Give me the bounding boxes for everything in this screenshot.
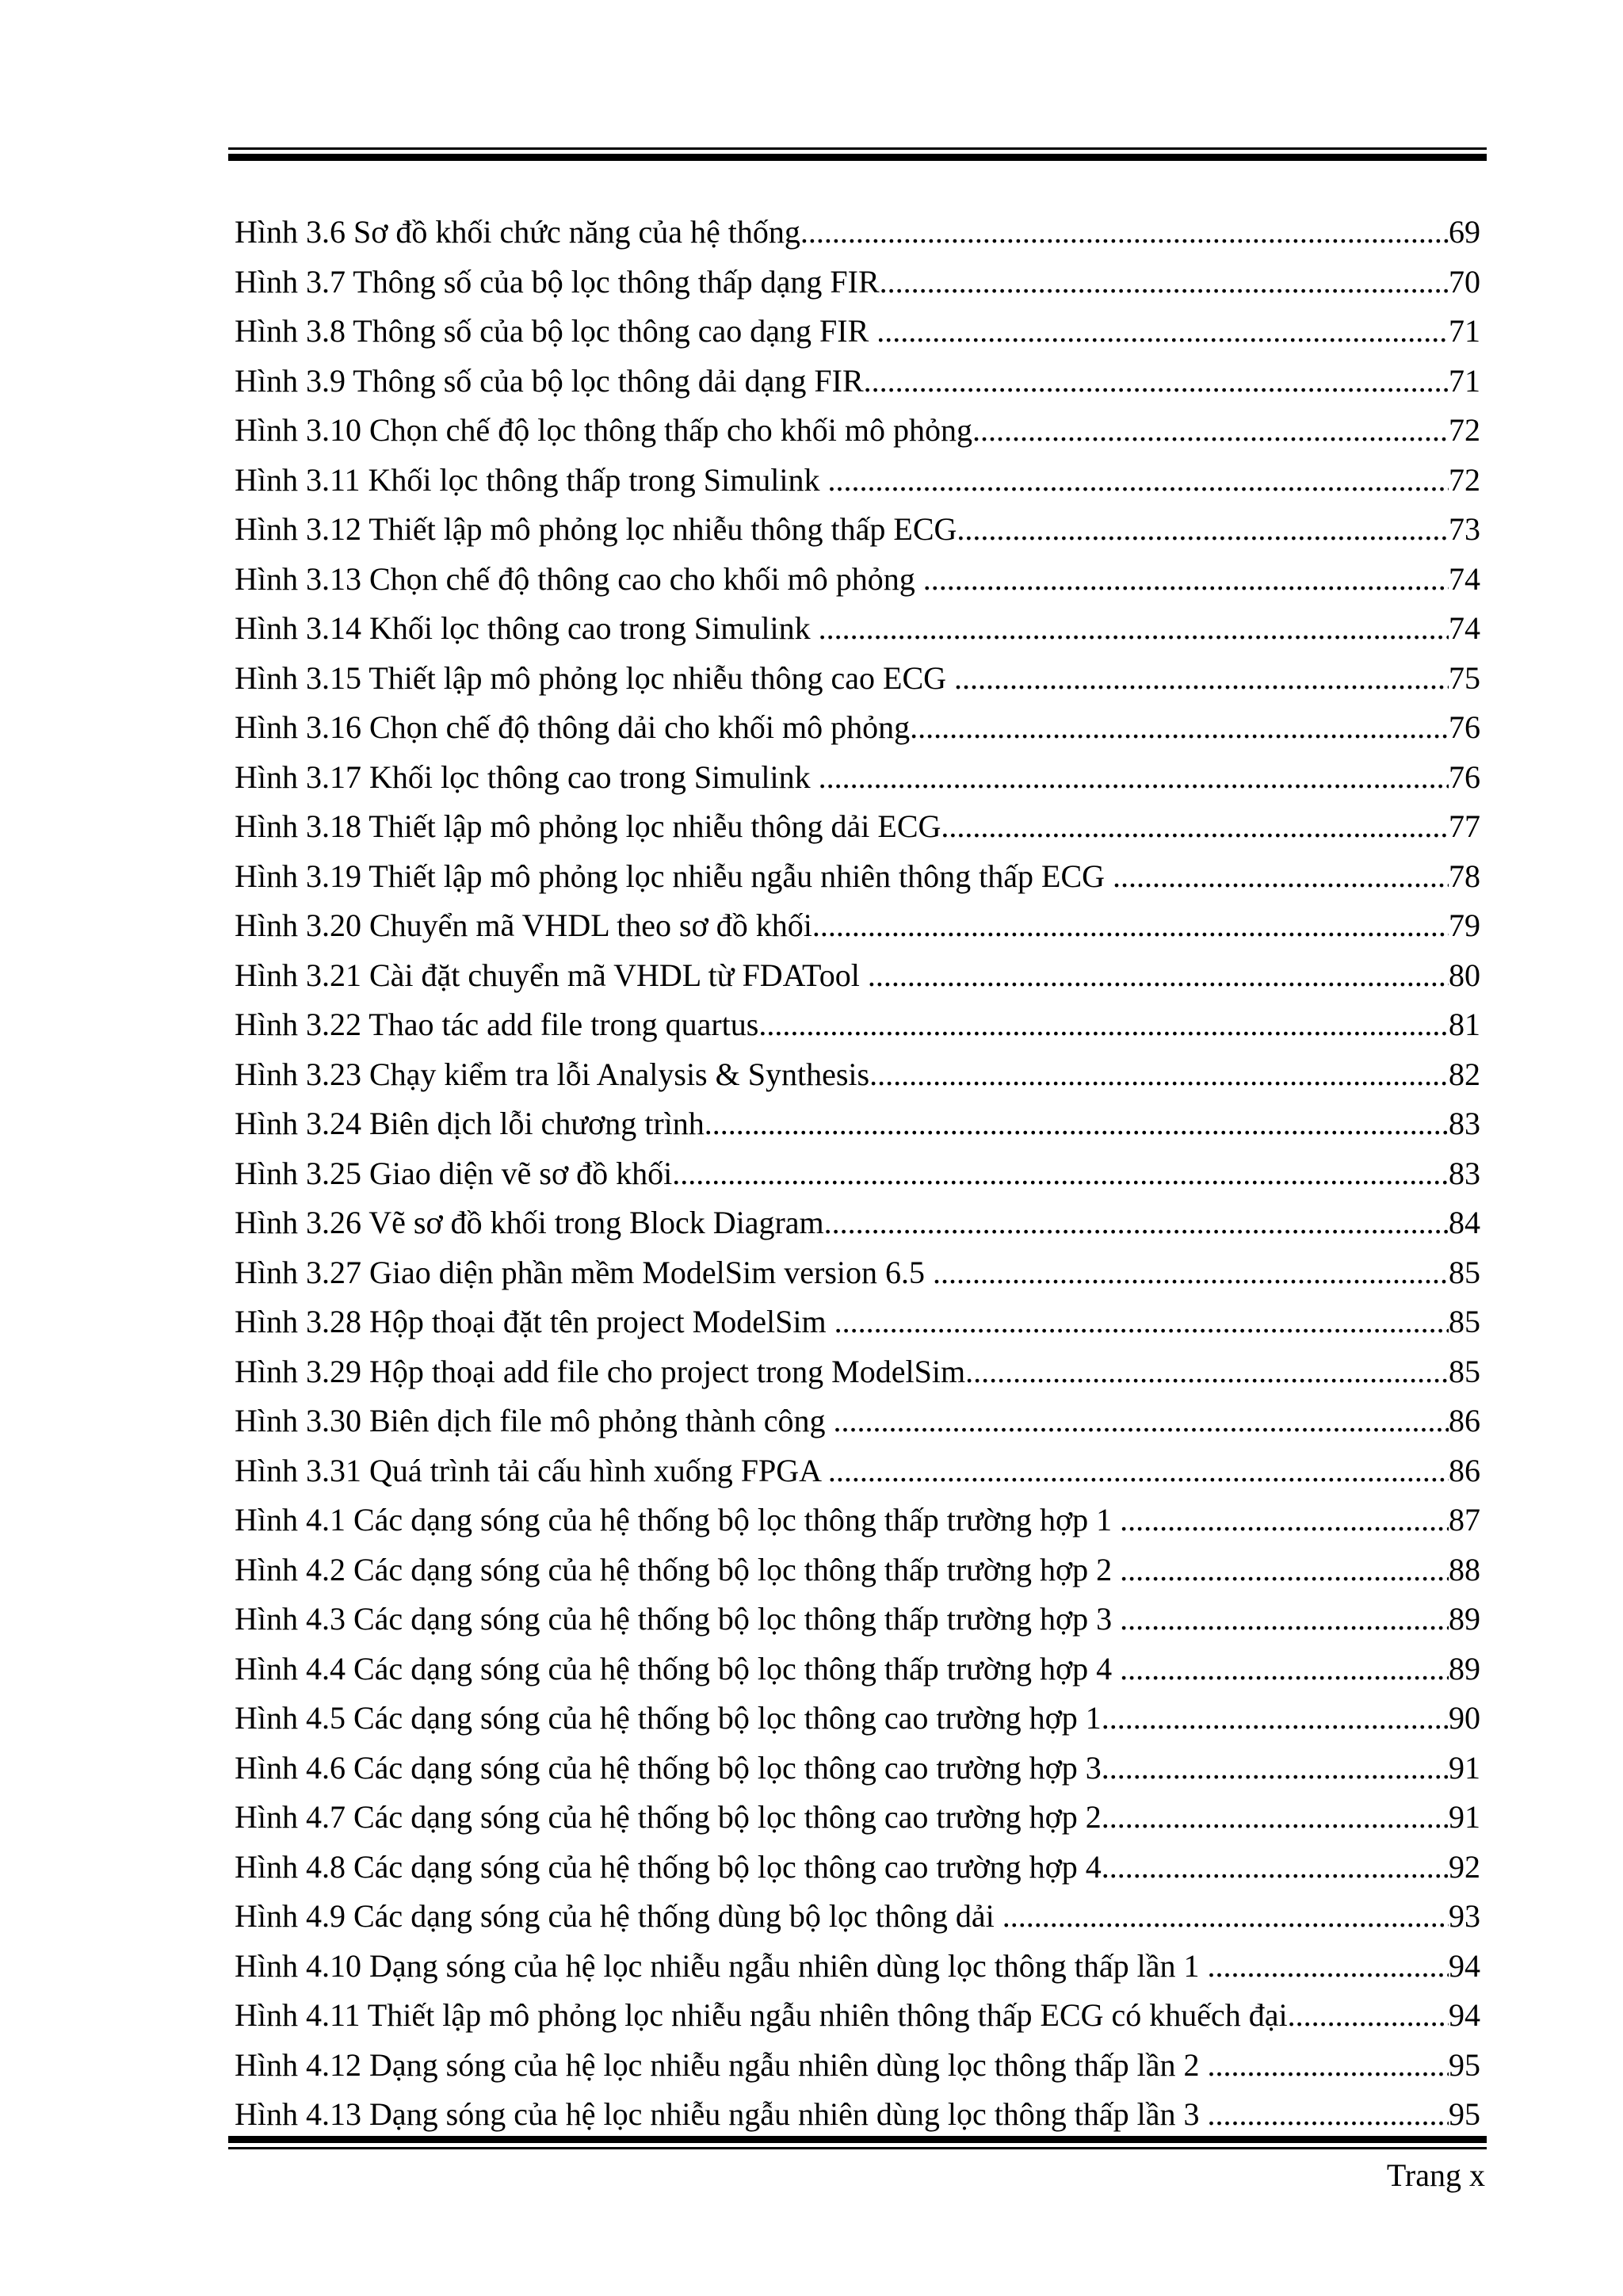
toc-entry[interactable] xyxy=(235,1694,1480,1744)
toc-entry[interactable] xyxy=(235,208,1480,258)
dot-leader xyxy=(1288,1991,1449,2041)
list-of-figures xyxy=(235,208,1480,2140)
toc-entry-label: Hình 4.4 Các dạng sóng của hệ thống bộ lọc thông thấp trường hợp 4 xyxy=(235,1650,1121,1687)
toc-entry-label: Hình 3.28 Hộp thoại đặt tên project ModelSim xyxy=(235,1304,834,1339)
dot-leader xyxy=(869,1050,1449,1100)
dot-leader xyxy=(876,307,1449,357)
toc-entry-page-number: 90 xyxy=(1449,1700,1480,1736)
toc-entry-label: Hình 3.21 Cài đặt chuyển mã VHDL từ FDATool xyxy=(235,957,868,993)
toc-entry[interactable] xyxy=(235,1248,1480,1298)
toc-entry[interactable] xyxy=(235,604,1480,654)
toc-entry[interactable] xyxy=(235,1645,1480,1694)
toc-entry-page-number: 71 xyxy=(1449,362,1480,399)
toc-entry-page-number: 95 xyxy=(1449,2046,1480,2083)
toc-entry-page-number: 80 xyxy=(1449,957,1480,993)
toc-entry[interactable] xyxy=(235,1446,1480,1496)
toc-entry[interactable] xyxy=(235,1050,1480,1100)
toc-entry[interactable] xyxy=(235,1595,1480,1645)
toc-entry-page-number: 70 xyxy=(1449,263,1480,300)
toc-entry-label: Hình 3.18 Thiết lập mô phỏng lọc nhiễu thông dải ECG xyxy=(235,808,941,844)
toc-entry[interactable] xyxy=(235,1198,1480,1248)
toc-entry[interactable] xyxy=(235,1396,1480,1446)
toc-entry[interactable] xyxy=(235,258,1480,308)
dot-leader xyxy=(1208,2041,1449,2091)
toc-entry-page-number: 91 xyxy=(1449,1749,1480,1786)
dot-leader xyxy=(1208,1942,1449,1992)
dot-leader xyxy=(819,753,1449,803)
toc-entry-label: Hình 3.25 Giao diện vẽ sơ đồ khối xyxy=(235,1155,673,1191)
toc-entry[interactable] xyxy=(235,802,1480,852)
toc-entry[interactable] xyxy=(235,555,1480,605)
toc-entry-label: Hình 4.12 Dạng sóng của hệ lọc nhiễu ngẫu nhiên dùng lọc thông thấp lần 2 xyxy=(235,2046,1208,2083)
toc-entry-page-number: 92 xyxy=(1449,1848,1480,1885)
dot-leader xyxy=(933,1248,1449,1298)
toc-entry[interactable] xyxy=(235,1843,1480,1893)
dot-leader xyxy=(923,555,1449,605)
toc-entry-page-number: 85 xyxy=(1449,1304,1480,1339)
toc-entry-label: Hình 4.13 Dạng sóng của hệ lọc nhiễu ngẫu nhiên dùng lọc thông thấp lần 3 xyxy=(235,2096,1208,2132)
toc-entry[interactable] xyxy=(235,2090,1480,2140)
toc-entry-page-number: 86 xyxy=(1449,1403,1480,1438)
toc-entry[interactable] xyxy=(235,703,1480,753)
toc-entry-page-number: 77 xyxy=(1449,808,1480,844)
toc-entry-label: Hình 3.31 Quá trình tải cấu hình xuống FPGA xyxy=(235,1452,828,1488)
toc-entry-label: Hình 4.6 Các dạng sóng của hệ thống bộ lọc thông cao trường hợp 3 xyxy=(235,1749,1102,1786)
dot-leader xyxy=(1102,1694,1449,1744)
dot-leader xyxy=(672,1149,1449,1199)
toc-entry-page-number: 73 xyxy=(1449,511,1480,547)
dot-leader xyxy=(972,406,1449,456)
header-rule xyxy=(228,147,1487,161)
toc-entry[interactable] xyxy=(235,1545,1480,1595)
toc-entry-label: Hình 4.9 Các dạng sóng của hệ thống dùng bộ lọc thông dải xyxy=(235,1898,1002,1934)
toc-entry[interactable] xyxy=(235,1793,1480,1843)
toc-entry-label: Hình 3.17 Khối lọc thông cao trong Simulink xyxy=(235,758,819,795)
dot-leader xyxy=(828,1446,1449,1496)
footer-rule xyxy=(228,2136,1487,2149)
dot-leader xyxy=(1208,2090,1449,2140)
footer-rule-thick-line xyxy=(228,2136,1487,2143)
toc-entry[interactable] xyxy=(235,1149,1480,1199)
dot-leader xyxy=(828,456,1449,506)
toc-entry-label: Hình 3.29 Hộp thoại add file cho project trong ModelSim xyxy=(235,1353,966,1389)
toc-entry-label: Hình 3.15 Thiết lập mô phỏng lọc nhiễu thông cao ECG xyxy=(235,659,955,696)
toc-entry-label: Hình 4.11 Thiết lập mô phỏng lọc nhiễu ngẫu nhiên thông thấp ECG có khuếch đại xyxy=(235,1997,1288,2033)
dot-leader xyxy=(1120,1595,1449,1645)
toc-entry-page-number: 85 xyxy=(1449,1353,1480,1389)
dot-leader xyxy=(812,901,1449,951)
toc-entry-page-number: 79 xyxy=(1449,907,1480,943)
toc-entry-label: Hình 3.27 Giao diện phần mềm ModelSim version 6.5 xyxy=(235,1254,934,1290)
toc-entry-page-number: 86 xyxy=(1449,1452,1480,1488)
toc-entry[interactable] xyxy=(235,1744,1480,1794)
toc-entry-page-number: 78 xyxy=(1449,858,1480,894)
toc-entry[interactable] xyxy=(235,1297,1480,1347)
toc-entry-label: Hình 4.2 Các dạng sóng của hệ thống bộ lọc thông thấp trường hợp 2 xyxy=(235,1551,1121,1587)
toc-entry-page-number: 76 xyxy=(1449,758,1480,795)
toc-entry-page-number: 72 xyxy=(1449,461,1480,498)
toc-entry-label: Hình 3.16 Chọn chế độ thông dải cho khối mô phỏng xyxy=(235,709,911,745)
toc-entry-label: Hình 3.13 Chọn chế độ thông cao cho khối mô phỏng xyxy=(235,560,923,597)
dot-leader xyxy=(868,951,1449,1001)
toc-entry-page-number: 71 xyxy=(1449,313,1480,349)
toc-entry-label: Hình 3.9 Thông số của bộ lọc thông dải dạng FIR xyxy=(235,362,864,399)
toc-entry-label: Hình 3.12 Thiết lập mô phỏng lọc nhiễu thông thấp ECG xyxy=(235,511,957,547)
toc-entry-label: Hình 3.20 Chuyển mã VHDL theo sơ đồ khối xyxy=(235,907,812,943)
dot-leader xyxy=(864,357,1449,407)
dot-leader xyxy=(880,258,1449,308)
dot-leader xyxy=(1102,1843,1449,1893)
toc-entry-label: Hình 3.26 Vẽ sơ đồ khối trong Block Diagram xyxy=(235,1205,824,1240)
toc-entry[interactable] xyxy=(235,654,1480,704)
page-number: Trang x xyxy=(1386,2157,1485,2193)
toc-entry[interactable] xyxy=(235,753,1480,803)
dot-leader xyxy=(954,654,1449,704)
dot-leader xyxy=(833,1396,1449,1446)
dot-leader xyxy=(941,802,1449,852)
dot-leader xyxy=(819,604,1449,654)
toc-entry-page-number: 87 xyxy=(1449,1502,1480,1538)
toc-entry-page-number: 84 xyxy=(1449,1205,1480,1240)
dot-leader xyxy=(705,1099,1449,1149)
toc-entry-page-number: 74 xyxy=(1449,610,1480,646)
toc-entry-label: Hình 4.5 Các dạng sóng của hệ thống bộ lọc thông cao trường hợp 1 xyxy=(235,1700,1102,1736)
toc-entry[interactable] xyxy=(235,456,1480,506)
toc-entry-label: Hình 4.8 Các dạng sóng của hệ thống bộ lọc thông cao trường hợp 4 xyxy=(235,1848,1102,1885)
toc-entry-label: Hình 3.22 Thao tác add file trong quartus xyxy=(235,1007,759,1042)
toc-entry-page-number: 88 xyxy=(1449,1551,1480,1587)
toc-entry-page-number: 94 xyxy=(1449,1947,1480,1984)
footer-rule-thin-line xyxy=(228,2147,1487,2149)
toc-entry[interactable] xyxy=(235,1892,1480,1942)
toc-entry-page-number: 83 xyxy=(1449,1106,1480,1141)
toc-entry-label: Hình 4.1 Các dạng sóng của hệ thống bộ lọc thông thấp trường hợp 1 xyxy=(235,1502,1121,1538)
toc-entry[interactable] xyxy=(235,1496,1480,1545)
toc-entry-page-number: 89 xyxy=(1449,1601,1480,1637)
dot-leader xyxy=(1120,1645,1449,1694)
toc-entry-page-number: 91 xyxy=(1449,1799,1480,1835)
toc-entry-label: Hình 3.10 Chọn chế độ lọc thông thấp cho khối mô phỏng xyxy=(235,412,973,448)
toc-entry-page-number: 83 xyxy=(1449,1155,1480,1191)
toc-entry-label: Hình 4.10 Dạng sóng của hệ lọc nhiễu ngẫu nhiên dùng lọc thông thấp lần 1 xyxy=(235,1947,1208,1984)
toc-entry[interactable] xyxy=(235,1942,1480,1992)
toc-entry-label: Hình 4.3 Các dạng sóng của hệ thống bộ lọc thông thấp trường hợp 3 xyxy=(235,1601,1121,1637)
toc-entry-page-number: 76 xyxy=(1449,709,1480,745)
dot-leader xyxy=(1120,1496,1449,1545)
toc-entry[interactable] xyxy=(235,406,1480,456)
toc-entry-page-number: 85 xyxy=(1449,1254,1480,1290)
toc-entry-label: Hình 3.7 Thông số của bộ lọc thông thấp dạng FIR xyxy=(235,263,880,300)
dot-leader xyxy=(800,208,1449,258)
dot-leader xyxy=(1113,852,1449,902)
toc-entry[interactable] xyxy=(235,2041,1480,2091)
toc-entry-label: Hình 3.14 Khối lọc thông cao trong Simulink xyxy=(235,610,819,646)
dot-leader xyxy=(1102,1793,1449,1843)
toc-entry-page-number: 72 xyxy=(1449,412,1480,448)
dot-leader xyxy=(965,1347,1449,1397)
toc-entry-page-number: 81 xyxy=(1449,1007,1480,1042)
toc-entry-page-number: 74 xyxy=(1449,560,1480,597)
dot-leader xyxy=(910,703,1449,753)
toc-entry-page-number: 95 xyxy=(1449,2096,1480,2132)
toc-entry-label: Hình 3.11 Khối lọc thông thấp trong Simulink xyxy=(235,461,828,498)
toc-entry-label: Hình 3.30 Biên dịch file mô phỏng thành công xyxy=(235,1403,834,1438)
toc-entry-label: Hình 3.19 Thiết lập mô phỏng lọc nhiễu ngẫu nhiên thông thấp ECG xyxy=(235,858,1113,894)
toc-entry[interactable] xyxy=(235,901,1480,951)
toc-entry[interactable] xyxy=(235,1347,1480,1397)
dot-leader xyxy=(758,1000,1449,1050)
toc-entry-page-number: 94 xyxy=(1449,1997,1480,2033)
toc-entry-label: Hình 3.6 Sơ đồ khối chức năng của hệ thống xyxy=(235,214,800,250)
toc-entry[interactable] xyxy=(235,307,1480,357)
toc-entry[interactable] xyxy=(235,1991,1480,2041)
toc-entry[interactable] xyxy=(235,1000,1480,1050)
dot-leader xyxy=(957,505,1449,555)
dot-leader xyxy=(1002,1892,1449,1942)
toc-entry-label: Hình 3.24 Biên dịch lỗi chương trình xyxy=(235,1106,705,1141)
toc-entry-page-number: 89 xyxy=(1449,1650,1480,1687)
toc-entry-label: Hình 3.23 Chạy kiểm tra lỗi Analysis & Synthesis xyxy=(235,1056,870,1092)
toc-entry[interactable] xyxy=(235,1099,1480,1149)
dot-leader xyxy=(1120,1545,1449,1595)
toc-entry-page-number: 82 xyxy=(1449,1056,1480,1092)
toc-entry[interactable] xyxy=(235,357,1480,407)
toc-entry[interactable] xyxy=(235,505,1480,555)
toc-entry[interactable] xyxy=(235,951,1480,1001)
toc-entry[interactable] xyxy=(235,852,1480,902)
toc-entry-page-number: 69 xyxy=(1449,214,1480,250)
dot-leader xyxy=(824,1198,1449,1248)
toc-entry-label: Hình 4.7 Các dạng sóng của hệ thống bộ lọc thông cao trường hợp 2 xyxy=(235,1799,1102,1835)
dot-leader xyxy=(834,1297,1449,1347)
toc-entry-page-number: 93 xyxy=(1449,1898,1480,1934)
dot-leader xyxy=(1102,1744,1449,1794)
header-rule-thick-line xyxy=(228,154,1487,161)
toc-entry-page-number: 75 xyxy=(1449,659,1480,696)
toc-entry-label: Hình 3.8 Thông số của bộ lọc thông cao dạng FIR xyxy=(235,313,877,349)
